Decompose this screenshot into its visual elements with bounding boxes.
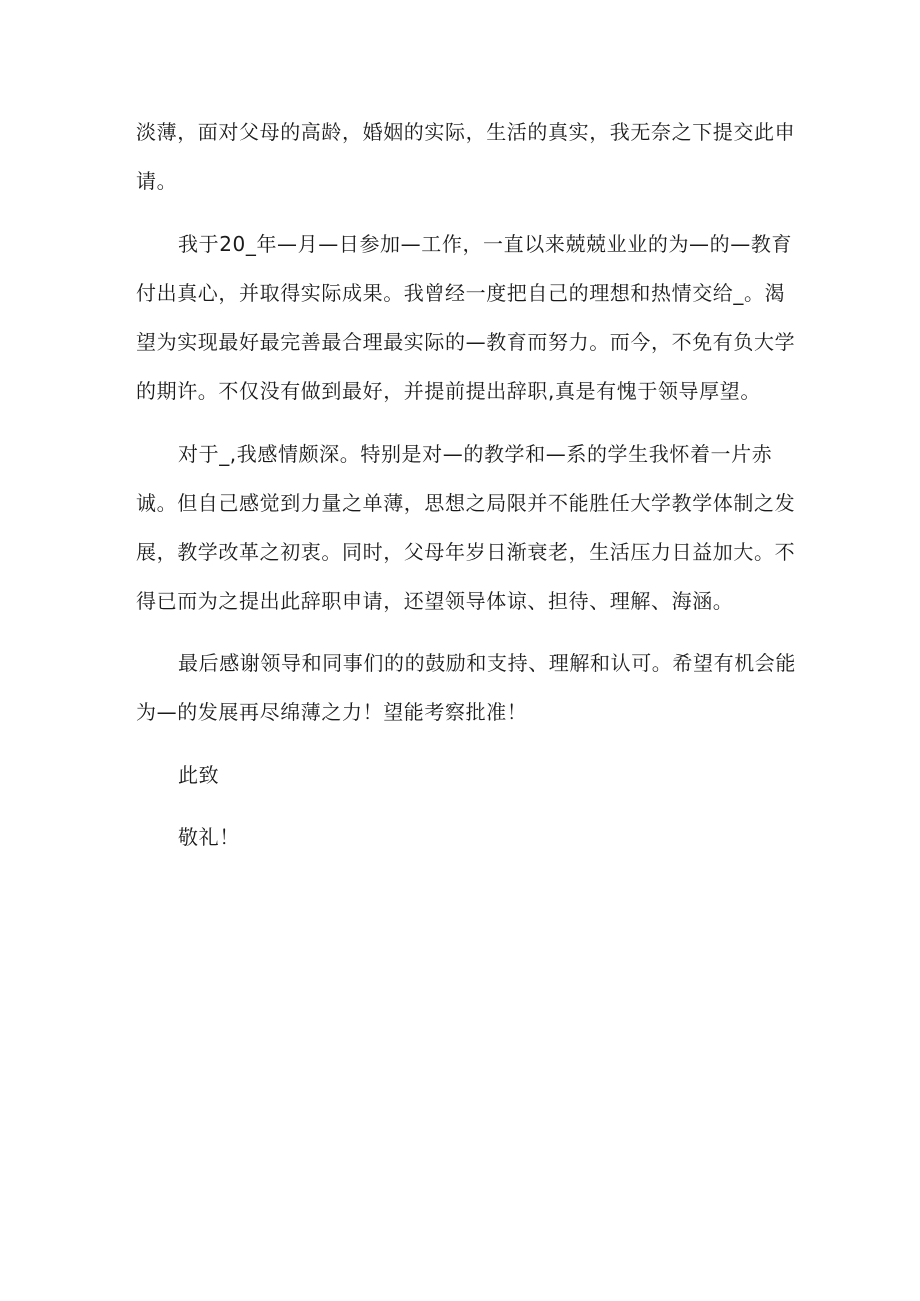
paragraph-1-line-1: 淡薄，面对父母的高龄，婚姻的实际，生活的真实，我无奈之下提交此申: [136, 120, 796, 144]
paragraph-4-line-2: 为—的发展再尽绵薄之力！望能考察批准！: [136, 700, 528, 724]
paragraph-3-line-4: 得已而为之提出此辞职申请，还望领导体谅、担待、理解、海涵。: [136, 589, 734, 613]
paragraph-2-line-1: 我于20_年—月—日参加—工作，一直以来兢兢业业的为—的—教育: [178, 232, 793, 256]
paragraph-2-line-3: 望为实现最好最完善最合理最实际的—教育而努力。而今，不免有负大学: [136, 330, 796, 354]
closing-text: 此致: [178, 763, 220, 787]
paragraph-3-line-1: 对于_,我感情颇深。特别是对—的教学和—系的学生我怀着一片赤: [178, 442, 773, 466]
paragraph-4-line-1: 最后感谢领导和同事们的的鼓励和支持、理解和认可。希望有机会能: [178, 651, 796, 675]
paragraph-1-line-2: 请。: [136, 169, 178, 193]
paragraph-3-line-2: 诚。但自己感觉到力量之单薄，思想之局限并不能胜任大学教学体制之发: [136, 491, 796, 515]
paragraph-2-line-2: 付出真心，并取得实际成果。我曾经一度把自己的理想和热情交给_。渴: [136, 281, 786, 305]
paragraph-2-line-4: 的期许。不仅没有做到最好，并提前提出辞职,真是有愧于领导厚望。: [136, 379, 761, 403]
paragraph-3-line-3: 展，教学改革之初衷。同时，父母年岁日渐衰老，生活压力日益加大。不: [136, 540, 796, 564]
salutation-text: 敬礼！: [178, 825, 240, 849]
